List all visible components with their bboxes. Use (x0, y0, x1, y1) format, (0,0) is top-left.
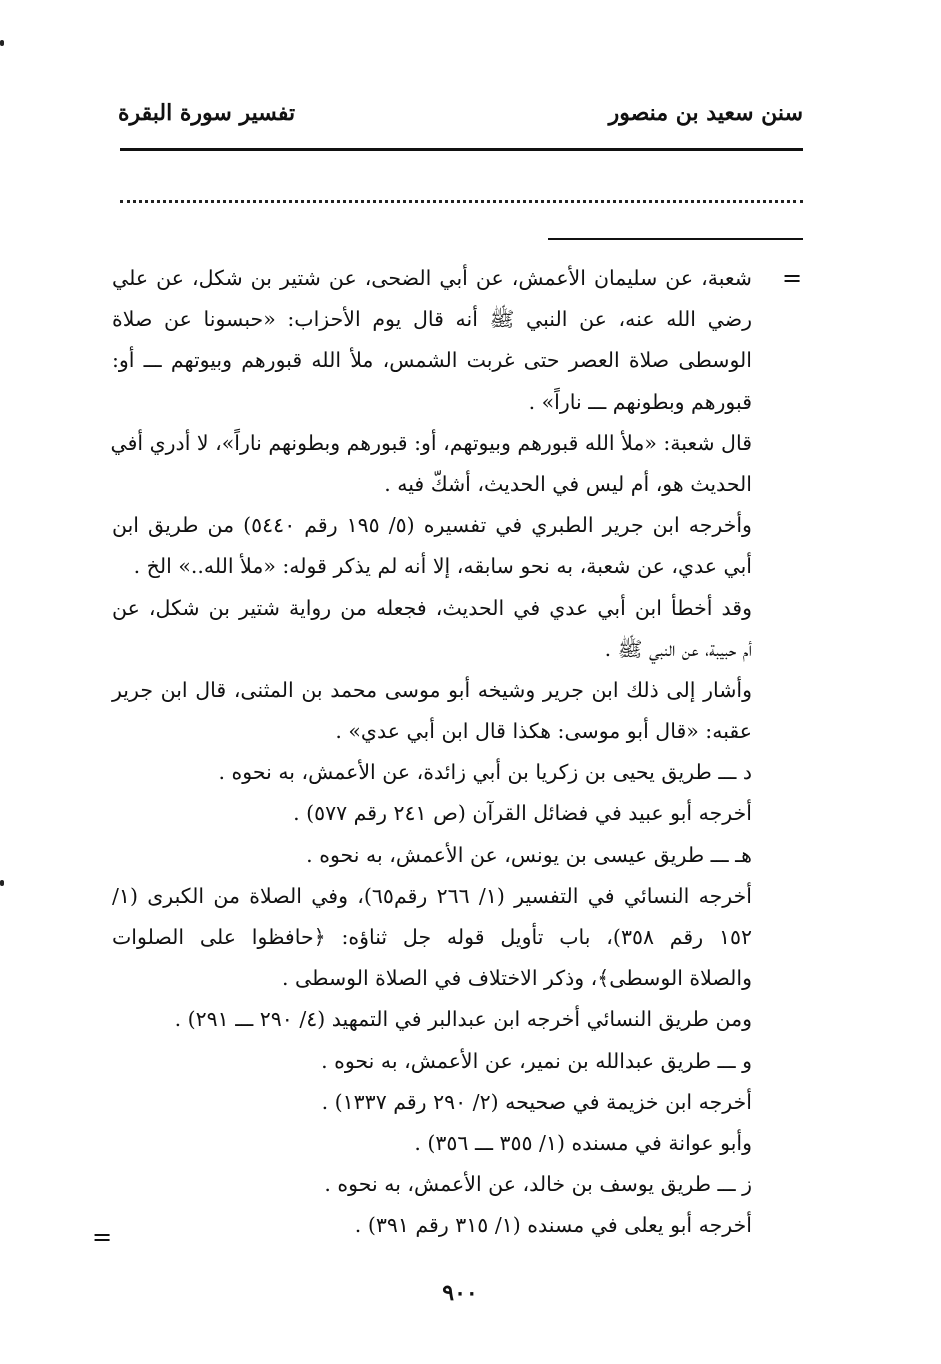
continuation-mark-top: = (782, 264, 803, 292)
running-header (118, 100, 803, 136)
text-line: الوسطى صلاة العصر حتى غربت الشمس، ملأ الله قبورهم وبيوتهم ـــ أو: (112, 348, 752, 373)
text-line: رضي الله عنه، عن النبي ﷺ أنه قال يوم الأحزاب: «حبسونا عن صلاة (112, 307, 752, 332)
scan-speck (0, 880, 4, 886)
text-line: وقد أخطأ ابن أبي عدي في الحديث، فجعله من رواية شتير بن شكل، عن (112, 595, 752, 620)
book-title: سنن سعيد بن منصور (608, 100, 803, 126)
dotted-separator (120, 200, 803, 203)
text-line: قال شعبة: «ملأ الله قبورهم وبيوتهم، أو: قبورهم وبطونهم ناراً»، لا أدري أفي (110, 430, 752, 455)
page-number: ٩٠٠ (442, 1280, 478, 1306)
scan-speck (0, 40, 4, 46)
text-line: وأبو عوانة في مسنده (١/ ٣٥٥ ـــ ٣٥٦) . (414, 1130, 752, 1155)
text-line: ١٥٢ رقم ٣٥٨)، باب تأويل قوله جل ثناؤه: ﴿حافظوا على الصلوات (112, 925, 752, 949)
text-line: شعبة، عن سليمان الأعمش، عن أبي الضحى، عن شتير بن شكل، عن علي (112, 266, 752, 290)
text-line: قبورهم وبطونهم ـــ ناراً» . (528, 389, 752, 414)
text-line: ومن طريق النسائي أخرجه ابن عبدالبر في التمهيد (٤/ ٢٩٠ ـــ ٢٩١) . (174, 1007, 752, 1032)
text-line: الحديث هو، أم ليس في الحديث، أشكّ فيه . (384, 471, 752, 496)
footnote-text (112, 258, 752, 1247)
text-line: أخرجه النسائي في التفسير (١/ ٢٦٦ رقم٦٥)، وفي الصلاة من الكبرى (١/ (112, 883, 752, 908)
header-rule (120, 148, 803, 151)
continuation-mark-bottom: = (92, 1223, 113, 1251)
text-line: أخرجه أبو يعلى في مسنده (١/ ٣١٥ رقم ٣٩١) . (354, 1213, 752, 1238)
text-line: والصلاة الوسطى﴾، وذكر الاختلاف في الصلاة الوسطى . (282, 966, 752, 991)
text-line: عقبه: «قال أبو موسى: هكذا قال ابن أبي عدي» . (335, 719, 752, 744)
text-line: ز ـــ طريق يوسف بن خالد، عن الأعمش، به نحوه . (324, 1172, 752, 1197)
chapter-title: تفسير سورة البقرة (118, 100, 296, 126)
text-line: وأشار إلى ذلك ابن جرير وشيخه أبو موسى محمد بن المثنى، قال ابن جرير (112, 677, 752, 702)
text-line: أخرجه ابن خزيمة في صحيحه (٢/ ٢٩٠ رقم ١٣٣٧) . (321, 1089, 752, 1114)
text-line: و ـــ طريق عبدالله بن نمير، عن الأعمش، به نحوه . (321, 1048, 752, 1073)
text-line: أبي عدي، عن شعبة، به نحو سابقه، إلا أنه لم يذكر قوله: «ملأ الله..» الخ . (133, 554, 752, 579)
footnote-rule (548, 238, 803, 240)
text-line: د ـــ طريق يحيى بن زكريا بن أبي زائدة، عن الأعمش، به نحوه . (218, 760, 752, 785)
text-line: هـ ـــ طريق عيسى بن يونس، عن الأعمش، به نحوه . (306, 842, 752, 867)
text-line: أخرجه أبو عبيد في فضائل القرآن (ص ٢٤١ رقم ٥٧٧) . (293, 801, 752, 826)
text-line: وأخرجه ابن جرير الطبري في تفسيره (٥/ ١٩٥ رقم ٥٤٤٠) من طريق ابن (112, 513, 752, 538)
text-line: أم حبيبة، عن النبي ﷺ . (604, 636, 752, 661)
